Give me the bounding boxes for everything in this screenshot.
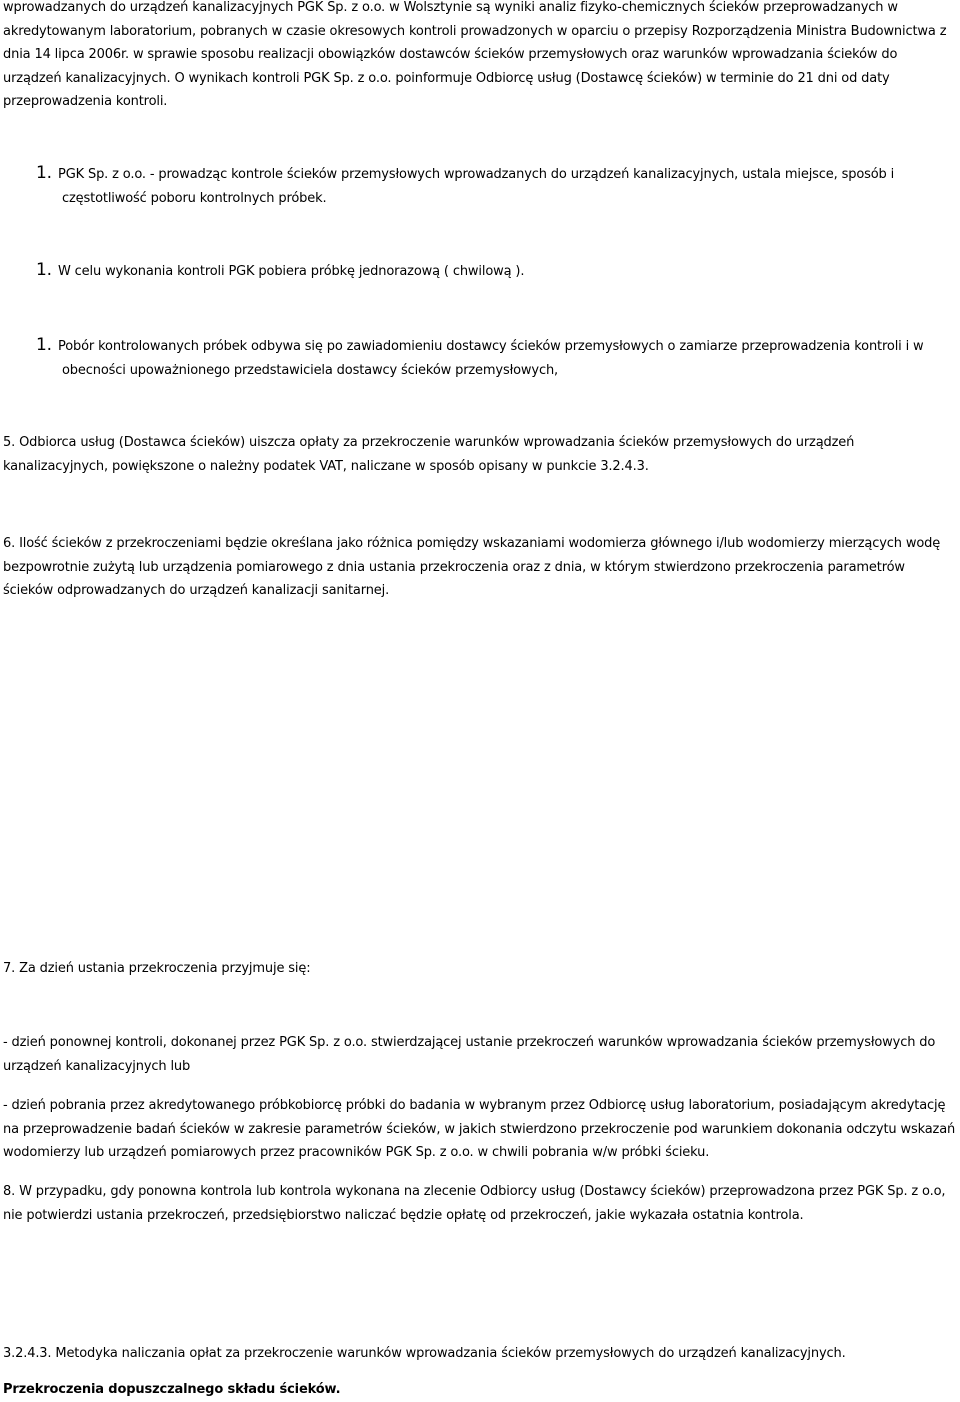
- section-3243-title: 3.2.4.3. Metodyka naliczania opłat za przekroczenie warunków wprowadzania ścieków przemysłowych do urządzeń kanalizacyjnych.: [3, 1346, 846, 1361]
- intro-paragraph: wprowadzanych do urządzeń kanalizacyjnych PGK Sp. z o.o. w Wolsztynie są wyniki analiz fizyko-chemicznych ścieków przeprowadzanych w akredytowanym laboratorium, pobranych w czasie okresowych kontroli prowadzonych w oparciu o przepisy Rozporządzenia Ministra Budownictwa z dnia 14 lipca 2006r. w sprawie sposobu realizacji obowiązków dostawców ścieków przemysłowych oraz warunków wprowadzania ścieków do urządzeń kanalizacyjnych. O wynikach kontroli PGK Sp. z o.o. poinformuje Odbiorcę usług (Dostawcę ścieków) w terminie do 21 dni od daty przeprowadzenia kontroli.: [3, 0, 947, 109]
- list-item-text: PGK Sp. z o.o. - prowadząc kontrole ścieków przemysłowych wprowadzanych do urządzeń kanalizacyjnych, ustala miejsce, sposób i częstotliwość poboru kontrolnych próbek.: [58, 167, 895, 206]
- list-number: 1.: [36, 335, 52, 355]
- paragraph-dash-1: - dzień ponownej kontroli, dokonanej przez PGK Sp. z o.o. stwierdzającej ustanie przekroczeń warunków wprowadzania ścieków przemysłowych do urządzeń kanalizacyjnych lub: [3, 1035, 936, 1074]
- paragraph-7: 7. Za dzień ustania przekroczenia przyjmuje się:: [3, 961, 311, 976]
- list-item-sampling-procedure: [3, 334, 958, 382]
- list-number: 1.: [36, 260, 52, 280]
- section-heading: Przekroczenia dopuszczalnego składu ścieków.: [3, 1382, 341, 1397]
- paragraph-6: 6. Ilość ścieków z przekroczeniami będzie określana jako różnica pomiędzy wskazaniami wodomierza głównego i/lub wodomierzy mierzących wodę bezpowrotnie zużytą lub urządzenia pomiarowego z dnia ustania przekroczenia oraz z dnia, w którym stwierdzono przekroczenia parametrów ścieków odprowadzanych do urządzeń kanalizacji sanitarnej.: [3, 536, 941, 598]
- paragraph-5: 5. Odbiorca usług (Dostawca ścieków) uiszcza opłaty za przekroczenie warunków wprowadzania ścieków przemysłowych do urządzeń kanalizacyjnych, powiększone o należny podatek VAT, naliczane w sposób opisany w punkcie 3.2.4.3.: [3, 435, 855, 474]
- paragraph-dash-2: - dzień pobrania przez akredytowanego próbkobiorcę próbki do badania w wybranym przez Odbiorcę usług laboratorium, posiadającym akredytację na przeprowadzenie badań ścieków w zakresie parametrów ścieków, w jakich stwierdzono przekroczenie pod warunkiem dokonania odczytu wskazań wodomierzy lub urządzeń pomiarowych przez pracowników PGK Sp. z o.o. w chwili pobrania w/w próbki ścieku.: [3, 1098, 956, 1160]
- list-item-pgk-control: [3, 162, 958, 210]
- paragraph-8: 8. W przypadku, gdy ponowna kontrola lub kontrola wykonana na zlecenie Odbiorcy usług (Dostawcy ścieków) przeprowadzona przez PGK Sp. z o.o, nie potwierdzi ustania przekroczeń, przedsiębiorstwo naliczać będzie opłatę od przekroczeń, jakie wykazała ostatnia kontrola.: [3, 1184, 946, 1223]
- list-number: 1.: [36, 163, 52, 183]
- list-item-text: W celu wykonania kontroli PGK pobiera próbkę jednorazową ( chwilową ).: [58, 264, 525, 279]
- list-item-text: Pobór kontrolowanych próbek odbywa się po zawiadomieniu dostawcy ścieków przemysłowych o zamiarze przeprowadzenia kontroli i w obecności upoważnionego przedstawiciela dostawcy ścieków przemysłowych,: [58, 339, 924, 378]
- list-item-sample: [3, 259, 958, 284]
